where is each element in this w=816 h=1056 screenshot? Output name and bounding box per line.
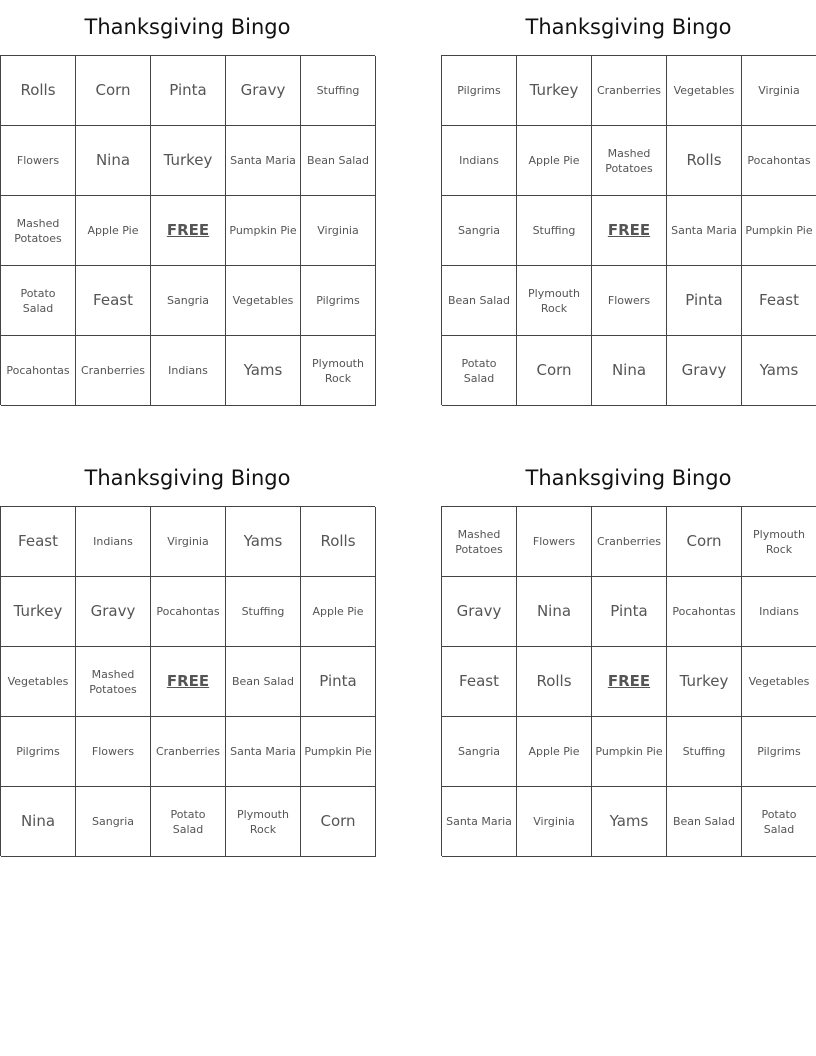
- bingo-cell: Yams: [226, 336, 301, 406]
- bingo-cell: Virginia: [301, 196, 376, 266]
- bingo-cell: Pocahontas: [742, 126, 816, 196]
- bingo-cell: Flowers: [76, 717, 151, 787]
- bingo-cell: Gravy: [442, 577, 517, 647]
- bingo-cell: Flowers: [592, 266, 667, 336]
- bingo-cell: Vegetables: [226, 266, 301, 336]
- bingo-cell: Vegetables: [667, 56, 742, 126]
- bingo-cell: Pumpkin Pie: [226, 196, 301, 266]
- bingo-cell: Mashed Potatoes: [1, 196, 76, 266]
- bingo-cell: Pumpkin Pie: [301, 717, 376, 787]
- bingo-cell: Pilgrims: [301, 266, 376, 336]
- bingo-cell: Virginia: [151, 507, 226, 577]
- bingo-cell: Virginia: [517, 787, 592, 857]
- bingo-cell: Indians: [742, 577, 816, 647]
- bingo-cell: Plymouth Rock: [517, 266, 592, 336]
- bingo-cell: Potato Salad: [1, 266, 76, 336]
- bingo-card-2: [441, 0, 816, 405]
- bingo-cell: Nina: [1, 787, 76, 857]
- bingo-cell: Indians: [151, 336, 226, 406]
- card-title: Thanksgiving Bingo: [84, 15, 291, 39]
- bingo-cell: Pinta: [151, 56, 226, 126]
- bingo-cell: Pumpkin Pie: [592, 717, 667, 787]
- bingo-grid: [0, 55, 375, 405]
- card-title: Thanksgiving Bingo: [525, 466, 732, 490]
- bingo-cell: Feast: [1, 507, 76, 577]
- bingo-cell: Gravy: [226, 56, 301, 126]
- bingo-cell: Apple Pie: [517, 126, 592, 196]
- bingo-cell: Corn: [667, 507, 742, 577]
- bingo-cell: Gravy: [667, 336, 742, 406]
- free-space: FREE: [592, 196, 667, 266]
- bingo-cell: Apple Pie: [76, 196, 151, 266]
- bingo-cell: Mashed Potatoes: [592, 126, 667, 196]
- bingo-cell: Corn: [517, 336, 592, 406]
- card-title: Thanksgiving Bingo: [525, 15, 732, 39]
- bingo-cell: Bean Salad: [442, 266, 517, 336]
- bingo-cell: Santa Maria: [442, 787, 517, 857]
- bingo-cell: Flowers: [517, 507, 592, 577]
- bingo-cell: Turkey: [1, 577, 76, 647]
- bingo-cell: Plymouth Rock: [742, 507, 816, 577]
- bingo-cell: Cranberries: [76, 336, 151, 406]
- bingo-cell: Santa Maria: [226, 126, 301, 196]
- bingo-cell: Santa Maria: [226, 717, 301, 787]
- bingo-cell: Pilgrims: [442, 56, 517, 126]
- bingo-grid: [441, 55, 816, 405]
- bingo-cell: Apple Pie: [517, 717, 592, 787]
- bingo-cell: Sangria: [151, 266, 226, 336]
- bingo-cell: Yams: [226, 507, 301, 577]
- bingo-cell: Corn: [76, 56, 151, 126]
- bingo-cell: Pinta: [592, 577, 667, 647]
- bingo-cell: Rolls: [517, 647, 592, 717]
- bingo-cell: Virginia: [742, 56, 816, 126]
- bingo-cell: Nina: [76, 126, 151, 196]
- bingo-cell: Turkey: [517, 56, 592, 126]
- bingo-cell: Potato Salad: [442, 336, 517, 406]
- bingo-cell: Sangria: [76, 787, 151, 857]
- bingo-cell: Feast: [742, 266, 816, 336]
- card-title: Thanksgiving Bingo: [84, 466, 291, 490]
- bingo-cell: Indians: [76, 507, 151, 577]
- bingo-cell: Yams: [742, 336, 816, 406]
- bingo-cell: Bean Salad: [667, 787, 742, 857]
- bingo-cell: Cranberries: [592, 56, 667, 126]
- bingo-cell: Cranberries: [151, 717, 226, 787]
- bingo-grid: [0, 506, 375, 856]
- free-space: FREE: [592, 647, 667, 717]
- bingo-cell: Rolls: [667, 126, 742, 196]
- bingo-cell: Bean Salad: [226, 647, 301, 717]
- bingo-cell: Stuffing: [301, 56, 376, 126]
- bingo-cell: Indians: [442, 126, 517, 196]
- bingo-cell: Flowers: [1, 126, 76, 196]
- bingo-cell: Pocahontas: [151, 577, 226, 647]
- bingo-cell: Bean Salad: [301, 126, 376, 196]
- bingo-card-1: [0, 0, 375, 405]
- bingo-cell: Potato Salad: [742, 787, 816, 857]
- bingo-cell: Pumpkin Pie: [742, 196, 816, 266]
- bingo-card-3: [0, 451, 375, 856]
- bingo-cell: Corn: [301, 787, 376, 857]
- bingo-cell: Mashed Potatoes: [76, 647, 151, 717]
- bingo-cell: Pocahontas: [1, 336, 76, 406]
- bingo-card-4: [441, 451, 816, 856]
- bingo-cell: Gravy: [76, 577, 151, 647]
- bingo-cell: Vegetables: [742, 647, 816, 717]
- bingo-cell: Feast: [442, 647, 517, 717]
- bingo-cell: Vegetables: [1, 647, 76, 717]
- bingo-cell: Sangria: [442, 196, 517, 266]
- free-space: FREE: [151, 647, 226, 717]
- bingo-cell: Nina: [517, 577, 592, 647]
- bingo-cell: Plymouth Rock: [301, 336, 376, 406]
- bingo-cell: Pocahontas: [667, 577, 742, 647]
- bingo-cell: Pinta: [667, 266, 742, 336]
- bingo-cell: Santa Maria: [667, 196, 742, 266]
- bingo-cell: Stuffing: [226, 577, 301, 647]
- bingo-cell: Potato Salad: [151, 787, 226, 857]
- bingo-cell: Apple Pie: [301, 577, 376, 647]
- bingo-cell: Feast: [76, 266, 151, 336]
- bingo-cell: Cranberries: [592, 507, 667, 577]
- bingo-cell: Pilgrims: [742, 717, 816, 787]
- bingo-cell: Mashed Potatoes: [442, 507, 517, 577]
- bingo-cell: Turkey: [151, 126, 226, 196]
- bingo-cell: Pinta: [301, 647, 376, 717]
- bingo-cell: Rolls: [1, 56, 76, 126]
- bingo-cell: Pilgrims: [1, 717, 76, 787]
- bingo-cell: Rolls: [301, 507, 376, 577]
- bingo-cell: Stuffing: [667, 717, 742, 787]
- bingo-cell: Stuffing: [517, 196, 592, 266]
- bingo-grid: [441, 506, 816, 856]
- bingo-cell: Turkey: [667, 647, 742, 717]
- bingo-cell: Sangria: [442, 717, 517, 787]
- free-space: FREE: [151, 196, 226, 266]
- bingo-cell: Plymouth Rock: [226, 787, 301, 857]
- bingo-cell: Yams: [592, 787, 667, 857]
- bingo-cell: Nina: [592, 336, 667, 406]
